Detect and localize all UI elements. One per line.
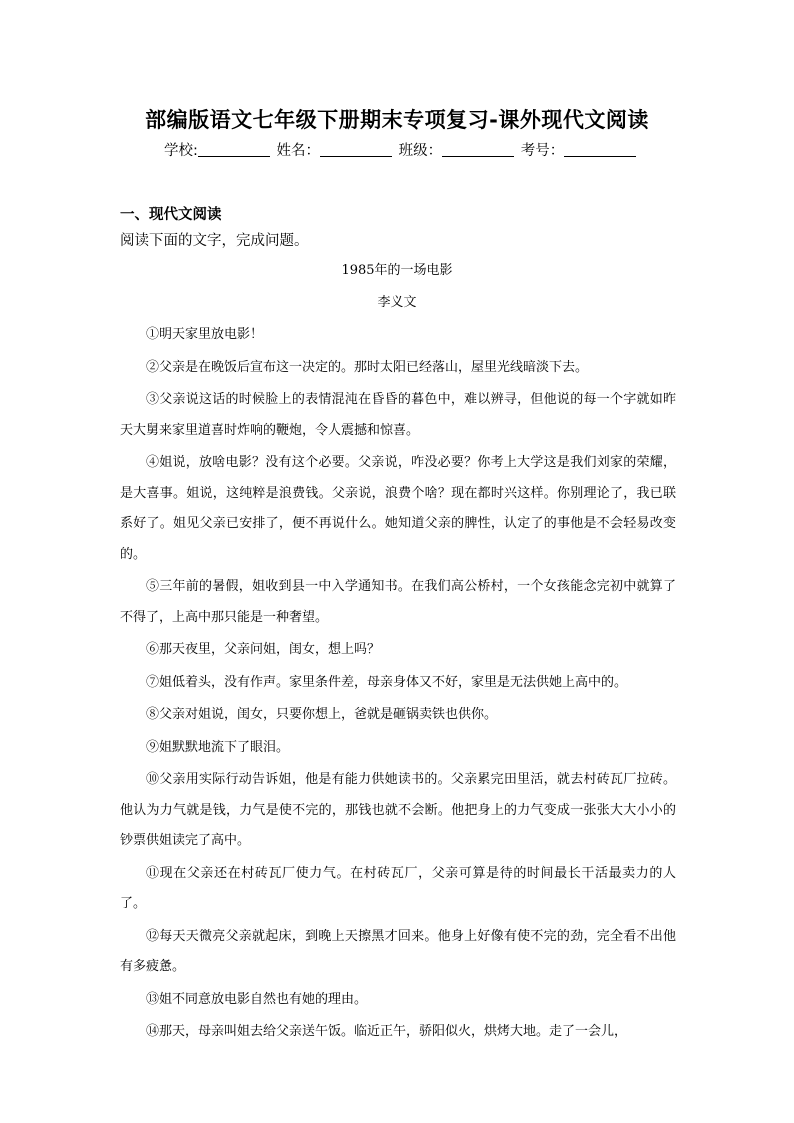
paragraph: ⑪现在父亲还在村砖瓦厂使力气。在村砖瓦厂，父亲可算是待的时间最长干活最卖力的人了。: [120, 865, 676, 911]
paragraph: ⑦姐低着头，没有作声。家里条件差，母亲身体又不好，家里是无法供她上高中的。: [146, 674, 628, 690]
paragraph: ①明天家里放电影！: [146, 327, 264, 342]
essay-body: [120, 320, 676, 1050]
school-label: 学校:: [164, 143, 198, 159]
paragraph: ⑥那天夜里，父亲问姐，闺女，想上吗？: [146, 642, 381, 657]
paragraph: ⑭那天，母亲叫姐去给父亲送午饭。临近正午，骄阳似火，烘烤大地。走了一会儿，: [146, 1024, 628, 1039]
name-label: 姓名：: [276, 143, 320, 159]
reading-instruction: 阅读下面的文字，完成问题。: [120, 233, 309, 249]
exam-no-label: 考号：: [520, 143, 565, 159]
name-blank: [320, 142, 392, 157]
paragraph: ③父亲说这话的时候脸上的表情混沌在昏昏的暮色中，难以辨寻，但他说的每一个字就如昨天大舅来家里道喜时炸响的鞭炮，令人震撼和惊喜。: [120, 392, 676, 438]
paragraph: ④姐说，放啥电影？没有这个必要。父亲说，咋没必要？你考上大学这是我们刘家的荣耀，是大喜事。姐说，这纯粹是浪费钱。父亲说，浪费个啥？现在都时兴这样。你别理论了，我已联系好了。姐见父亲已安排了，便不再说什么。她知道父亲的脾性，认定了的事他是不会轻易改变的。: [120, 455, 676, 562]
paragraph: ②父亲是在晚饭后宣布这一决定的。那时太阳已经落山，屋里光线暗淡下去。: [146, 359, 589, 375]
section-title: 一、现代文阅读: [120, 207, 222, 223]
student-info-row: [164, 139, 644, 160]
paragraph: ⑧父亲对姐说，闺女，只要你想上，爸就是砸锅卖铁也供你。: [146, 707, 498, 722]
paragraph: ⑤三年前的暑假，姐收到县一中入学通知书。在我们高公桥村，一个女孩能念完初中就算了不得了，上高中那只能是一种奢望。: [120, 579, 676, 625]
paragraph: ⑨姐默默地流下了眼泪。: [146, 739, 290, 755]
paragraph: ⑬姐不同意放电影自然也有她的理由。: [146, 991, 368, 1007]
paragraph: ⑩父亲用实际行动告诉姐，他是有能力供她读书的。父亲累完田里活，就去村砖瓦厂拉砖。他认为力气就是钱，力气是使不完的，那钱也就不会断。他把身上的力气变成一张张大大小小的钞票供姐读完了高中。: [120, 772, 676, 848]
class-label: 班级：: [398, 143, 443, 159]
essay-author: 李义文: [377, 295, 417, 310]
essay-title: 1985年的一场电影: [341, 263, 453, 278]
paragraph: ⑫每天天微亮父亲就起床，到晚上天擦黑才回来。他身上好像有使不完的劲，完全看不出他有多疲惫。: [120, 928, 676, 974]
exam-no-blank: [564, 142, 636, 157]
school-blank: [198, 142, 270, 157]
document-title: 部编版语文七年级下册期末专项复习-课外现代文阅读: [145, 108, 649, 132]
class-blank: [442, 142, 514, 157]
